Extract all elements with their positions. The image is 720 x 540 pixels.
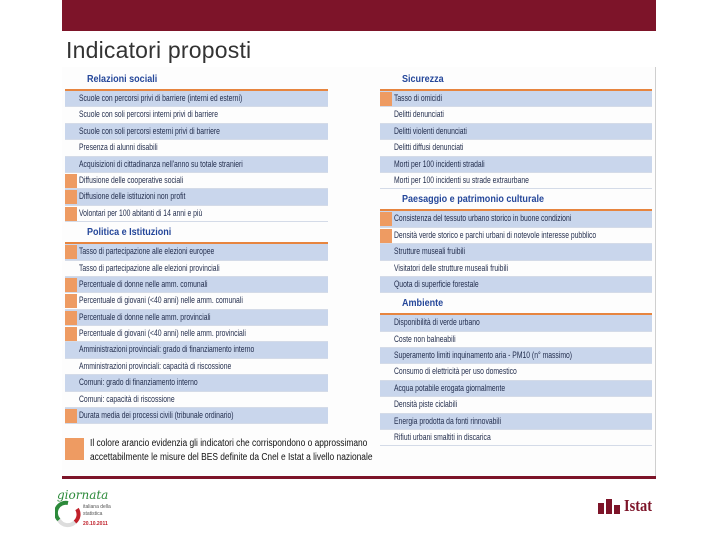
- no-marker: [380, 245, 392, 259]
- legend: [65, 436, 580, 466]
- orange-marker-icon: [380, 212, 392, 226]
- indicator-row: [65, 326, 328, 342]
- no-marker: [65, 92, 77, 106]
- indicator-label: Comuni: grado di finanziamento interno: [79, 377, 198, 388]
- indicator-row: [380, 228, 652, 244]
- indicator-label: Scuole con percorsi privi di barriere (interni ed esterni): [79, 93, 243, 103]
- indicator-label: Densità piste ciclabili: [394, 399, 458, 410]
- italy-ring-icon: [55, 500, 81, 528]
- indicator-row: [380, 348, 652, 364]
- no-marker: [380, 174, 392, 188]
- orange-marker-icon: [65, 174, 77, 188]
- section-heading: [380, 293, 652, 315]
- indicator-row: [65, 277, 328, 293]
- indicator-label: Volontari per 100 abitanti di 14 anni e più: [79, 207, 203, 218]
- istat-mark-icon: [598, 497, 622, 514]
- indicator-row: [65, 342, 328, 358]
- orange-marker-icon: [65, 245, 77, 259]
- orange-marker-icon: [65, 409, 77, 423]
- no-marker: [380, 125, 392, 139]
- no-marker: [380, 415, 392, 429]
- no-marker: [65, 125, 77, 139]
- indicator-row: [65, 140, 328, 156]
- indicator-row: [380, 261, 652, 277]
- orange-marker-icon: [65, 294, 77, 308]
- orange-marker-icon: [65, 190, 77, 204]
- indicator-row: [65, 293, 328, 309]
- indicator-label: Rifiuti urbani smaltiti in discarica: [394, 432, 491, 443]
- indicator-label: Tasso di partecipazione alle elezioni europee: [79, 246, 215, 257]
- no-marker: [380, 108, 392, 122]
- orange-marker-icon: [380, 92, 392, 106]
- indicator-row: [380, 173, 652, 189]
- slide-title: Indicatori proposti: [66, 37, 252, 63]
- indicator-row: [65, 107, 328, 123]
- istat-logo: Istat: [598, 495, 656, 517]
- no-marker: [380, 333, 392, 347]
- indicator-row: [65, 375, 328, 391]
- section-heading: [65, 69, 328, 91]
- section-title: Sicurezza: [402, 73, 444, 85]
- indicator-row: [380, 124, 652, 140]
- indicator-row: [65, 124, 328, 140]
- no-marker: [380, 382, 392, 396]
- indicator-label: Durata media dei processi civili (tribunale ordinario): [79, 410, 234, 421]
- indicator-row: [380, 157, 652, 173]
- orange-marker-icon: [65, 207, 77, 221]
- indicator-row: [65, 392, 328, 408]
- indicator-row: [380, 91, 652, 107]
- indicator-label: Coste non balneabili: [394, 333, 456, 344]
- indicator-row: [380, 397, 652, 413]
- no-marker: [380, 349, 392, 363]
- orange-marker-icon: [380, 229, 392, 243]
- no-marker: [65, 393, 77, 407]
- no-marker: [380, 158, 392, 172]
- indicator-label: Diffusione delle istituzioni non profit: [79, 191, 186, 202]
- indicator-row: [65, 206, 328, 222]
- no-marker: [380, 262, 392, 276]
- indicator-label: Delitti denunciati: [394, 109, 444, 120]
- indicator-label: Strutture museali fruibili: [394, 246, 466, 257]
- indicator-row: [380, 381, 652, 397]
- section-title: Relazioni sociali: [87, 73, 158, 85]
- indicator-row: [380, 364, 652, 380]
- indicator-row: [380, 140, 652, 156]
- indicator-label: Morti per 100 incidenti su strade extraurbane: [394, 174, 529, 185]
- indicator-row: [380, 107, 652, 123]
- indicator-row: [65, 261, 328, 277]
- indicator-label: Comuni: capacità di riscossione: [79, 393, 175, 404]
- no-marker: [65, 141, 77, 155]
- section-heading: [380, 189, 652, 211]
- indicator-row: [65, 157, 328, 173]
- no-marker: [65, 158, 77, 172]
- indicator-label: Amministrazioni provinciali: grado di finanziamento interno: [79, 344, 255, 355]
- no-marker: [380, 141, 392, 155]
- indicator-row: [380, 332, 652, 348]
- indicator-row: [380, 277, 652, 293]
- left-column: [65, 69, 328, 424]
- indicator-row: [65, 173, 328, 189]
- indicator-row: [380, 211, 652, 227]
- indicator-label: Amministrazioni provinciali: capacità di riscossione: [79, 360, 232, 371]
- indicator-label: Delitti diffusi denunciati: [394, 142, 464, 153]
- indicator-label: Morti per 100 incidenti stradali: [394, 158, 485, 169]
- indicator-row: [380, 315, 652, 331]
- indicator-row: [65, 310, 328, 326]
- indicator-label: Percentuale di giovani (<40 anni) nelle amm. provinciali: [79, 328, 246, 339]
- indicator-row: [65, 359, 328, 375]
- no-marker: [65, 262, 77, 276]
- section-heading: [65, 222, 328, 244]
- indicator-label: Presenza di alunni disabili: [79, 142, 158, 153]
- orange-marker-icon: [65, 327, 77, 341]
- orange-swatch-icon: [65, 438, 84, 460]
- no-marker: [65, 108, 77, 122]
- indicator-label: Visitatori delle strutture museali fruibili: [394, 262, 508, 273]
- indicator-label: Scuole con soli percorsi esterni privi di barriere: [79, 125, 220, 136]
- indicator-label: Consistenza del tessuto urbano storico in buone condizioni: [394, 213, 572, 224]
- indicator-label: Consumo di elettricità per uso domestico: [394, 366, 517, 377]
- no-marker: [380, 278, 392, 292]
- indicator-label: Tasso di omicidi: [394, 93, 442, 103]
- indicator-row: [380, 244, 652, 260]
- indicator-label: Delitti violenti denunciati: [394, 125, 467, 136]
- no-marker: [380, 398, 392, 412]
- indicator-label: Quota di superficie forestale: [394, 278, 479, 289]
- no-marker: [380, 316, 392, 330]
- section-heading: [380, 69, 652, 91]
- indicator-label: Percentuale di donne nelle amm. provinciali: [79, 311, 211, 322]
- indicator-label: Disponibilità di verde urbano: [394, 317, 480, 328]
- indicator-label: Superamento limiti inquinamento aria - PM10 (n° massimo): [394, 350, 573, 361]
- legend-text-line1: Il colore arancio evidenzia gli indicatori che corrispondono o approssimano: [90, 438, 368, 449]
- no-marker: [65, 376, 77, 390]
- right-column: [380, 69, 652, 446]
- indicator-label: Tasso di partecipazione alle elezioni provinciali: [79, 262, 220, 273]
- legend-text-line2: accettabilmente le misure del BES definite da Cnel e Istat a livello nazionale: [90, 452, 373, 463]
- section-title: Paesaggio e patrimonio culturale: [402, 193, 545, 206]
- giornata-statistica-logo: giornata italiana della statistica 20.10.2011: [57, 488, 111, 527]
- orange-marker-icon: [65, 278, 77, 292]
- indicator-label: Scuole con soli percorsi interni privi di barriere: [79, 109, 219, 120]
- indicator-row: [65, 244, 328, 260]
- indicator-label: Diffusione delle cooperative sociali: [79, 174, 184, 185]
- indicator-label: Energia prodotta da fonti rinnovabili: [394, 415, 501, 426]
- top-brand-bar: [62, 0, 656, 31]
- indicator-label: Percentuale di giovani (<40 anni) nelle amm. comunali: [79, 295, 243, 306]
- no-marker: [65, 343, 77, 357]
- indicator-table-image: [62, 67, 656, 477]
- indicator-row: [65, 91, 328, 107]
- indicator-row: [380, 414, 652, 430]
- indicator-label: Percentuale di donne nelle amm. comunali: [79, 278, 208, 289]
- bottom-brand-rule: [62, 476, 656, 479]
- indicator-label: Acquisizioni di cittadinanza nell'anno su totale stranieri: [79, 158, 243, 169]
- section-title: Politica e Istituzioni: [87, 226, 172, 239]
- indicator-row: [65, 408, 328, 424]
- indicator-label: Acqua potabile erogata giornalmente: [394, 382, 506, 393]
- orange-marker-icon: [65, 311, 77, 325]
- indicator-label: Densità verde storico e parchi urbani di notevole interesse pubblico: [394, 229, 597, 240]
- indicator-row: [65, 189, 328, 205]
- no-marker: [380, 365, 392, 379]
- no-marker: [65, 360, 77, 374]
- section-title: Ambiente: [402, 297, 444, 310]
